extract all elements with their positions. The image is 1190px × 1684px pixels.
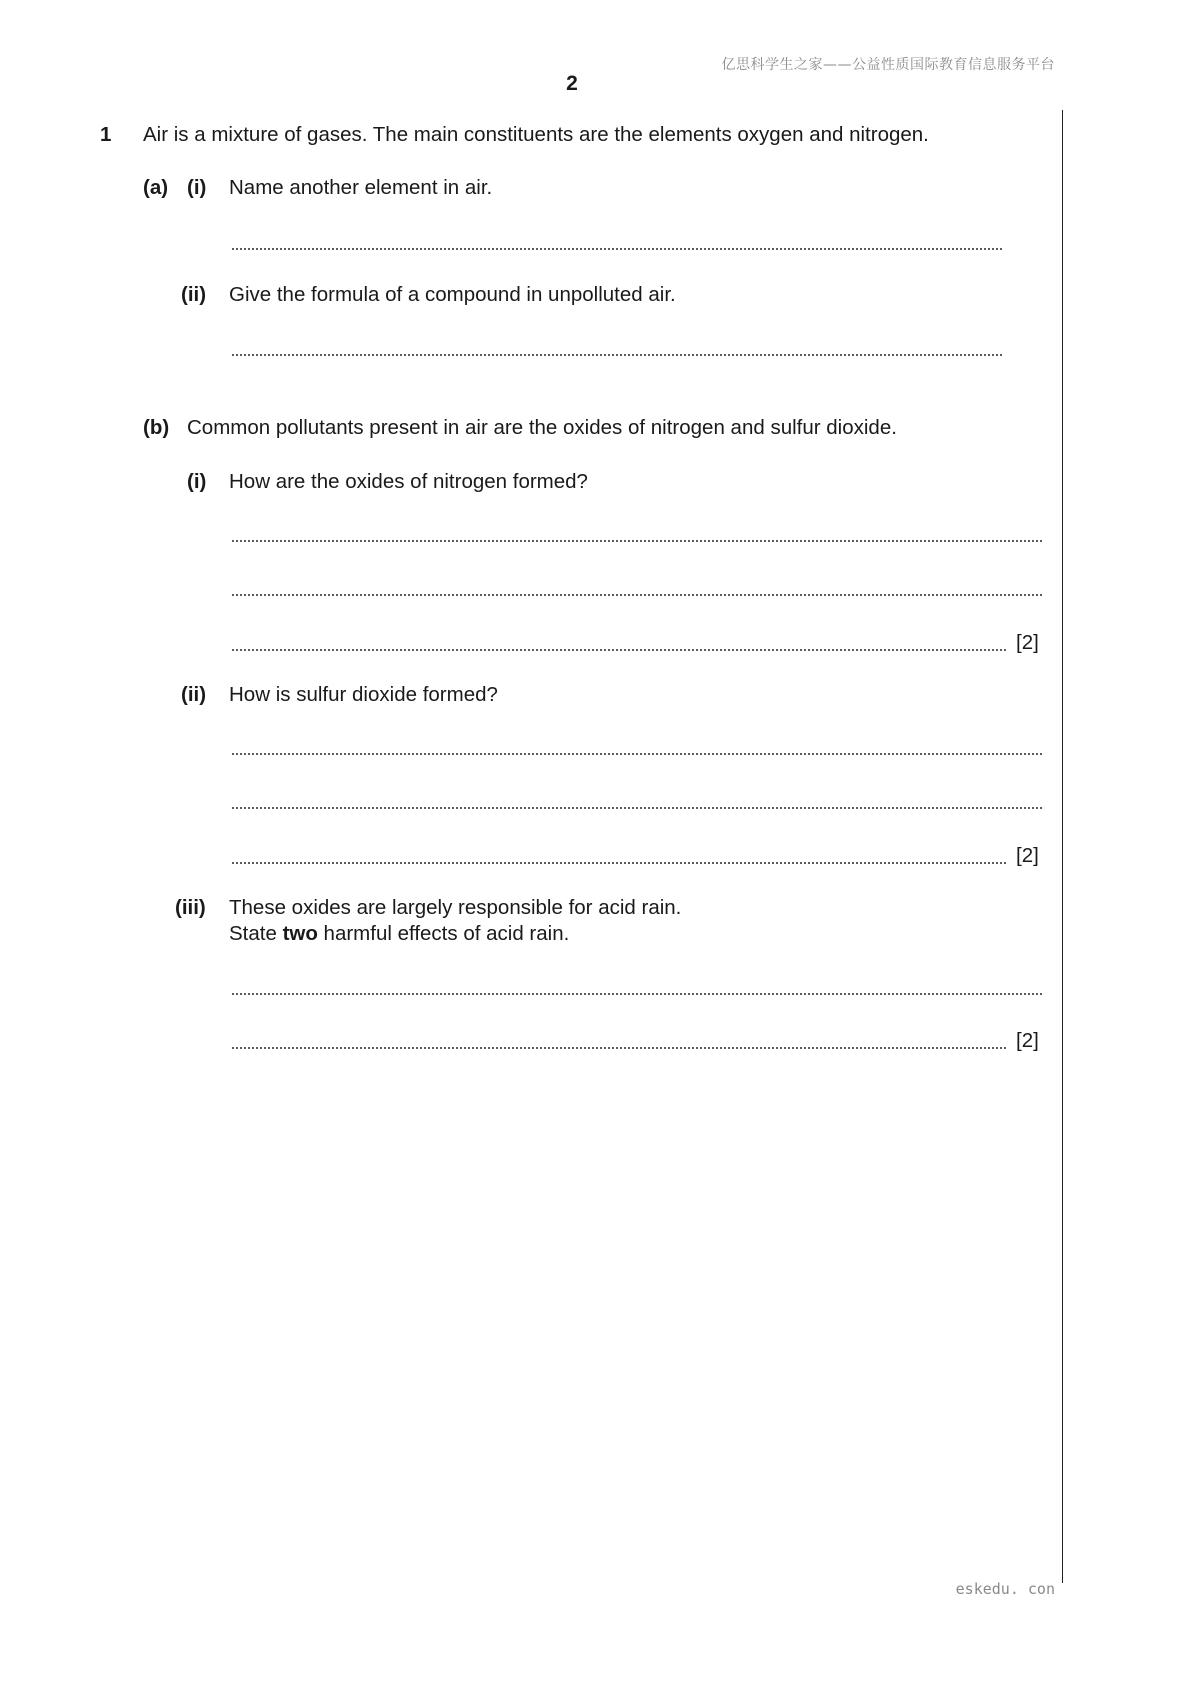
watermark-footer: eskedu. con xyxy=(955,1580,1055,1598)
answer-line[interactable] xyxy=(231,594,1044,596)
question-stem: Air is a mixture of gases. The main constituents are the elements oxygen and nitrogen. xyxy=(143,123,929,146)
part-a-label: (a) xyxy=(143,176,169,199)
part-b-label: (b) xyxy=(143,416,170,439)
part-b-iii-line1: These oxides are largely responsible for acid rain. xyxy=(229,896,682,919)
part-b-ii-label: (ii) xyxy=(181,683,207,706)
answer-line[interactable] xyxy=(231,753,1044,755)
answer-line[interactable] xyxy=(231,862,1007,864)
answer-line[interactable] xyxy=(231,807,1044,809)
answer-line[interactable] xyxy=(231,993,1044,995)
answer-line[interactable] xyxy=(231,540,1044,542)
part-b-ii-text: How is sulfur dioxide formed? xyxy=(229,683,498,706)
margin-line xyxy=(1062,110,1063,1583)
marks-badge: [2] xyxy=(1016,844,1039,867)
part-b-i-text: How are the oxides of nitrogen formed? xyxy=(229,470,588,493)
marks-badge: [2] xyxy=(1016,631,1039,654)
answer-line[interactable] xyxy=(231,248,1002,250)
part-a-i-text: Name another element in air. xyxy=(229,176,493,199)
part-b-iii-line2: State two harmful effects of acid rain. xyxy=(229,922,570,945)
part-a-ii-label: (ii) xyxy=(181,283,207,306)
part-a-i-label: (i) xyxy=(187,176,207,199)
watermark-header: 亿思科学生之家——公益性质国际教育信息服务平台 xyxy=(721,57,1055,73)
answer-line[interactable] xyxy=(231,649,1007,651)
part-b-iii-label: (iii) xyxy=(175,896,206,919)
part-a-ii-text: Give the formula of a compound in unpolluted air. xyxy=(229,283,676,306)
answer-line[interactable] xyxy=(231,354,1002,356)
part-b-i-label: (i) xyxy=(187,470,207,493)
page-number: 2 xyxy=(566,72,578,95)
answer-line[interactable] xyxy=(231,1047,1007,1049)
marks-badge: [2] xyxy=(1016,1029,1039,1052)
question-number: 1 xyxy=(100,123,112,146)
part-b-stem: Common pollutants present in air are the oxides of nitrogen and sulfur dioxide. xyxy=(187,416,897,439)
